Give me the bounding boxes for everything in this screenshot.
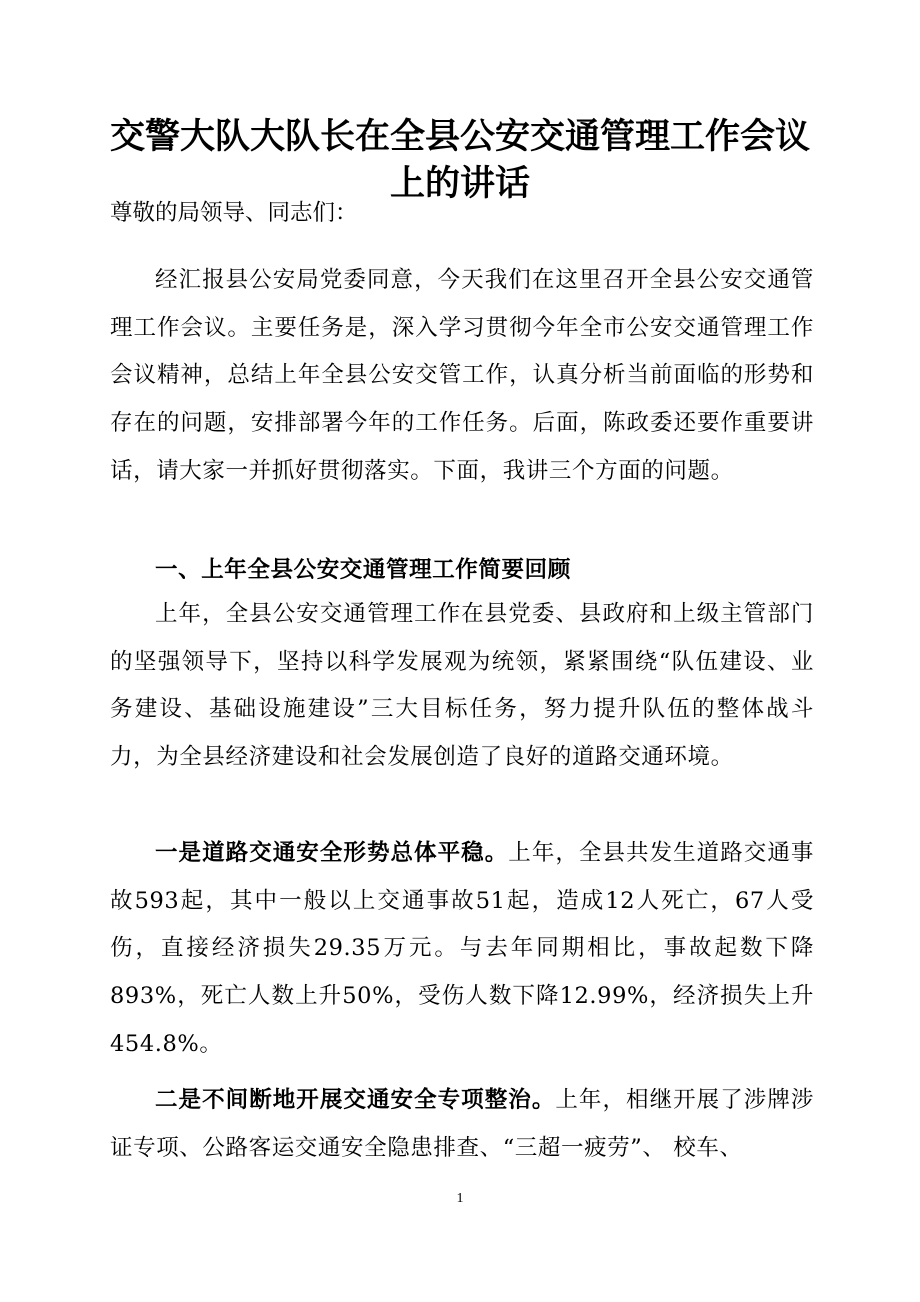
paragraph-traffic-safety xyxy=(110,830,814,1069)
paragraph-body-text: 上年，全县共发生道路交通事故593起，其中一般以上交通事故51起，造成12人死亡，67人受伤，直接经济损失29.35万元。与去年同期相比，事故起数下降893%，死亡人数上升50%，受伤人数下降12.99%，经济损失上升454.8%。 xyxy=(110,840,814,1057)
document-title-line-1: 交警大队大队长在全县公安交通管理工作会议 xyxy=(109,117,810,157)
section-heading-1: 一、上年全县公安交通管理工作简要回顾 xyxy=(155,557,571,583)
paragraph-lead-text: 二是不间断地开展交通安全专项整治。 xyxy=(155,1087,556,1113)
paragraph-lead-text: 一是道路交通安全形势总体平稳。 xyxy=(155,840,509,866)
salutation: 尊敬的局领导、同志们： xyxy=(110,200,358,226)
document-title-line-2: 上的讲话 xyxy=(389,164,530,204)
paragraph-body-text: 上年，相继开展了涉牌涉证专项、公路客运交通安全隐患排查、“三超一疲劳”、 校车、 xyxy=(110,1087,814,1161)
paragraph-intro: 经汇报县公安局党委同意，今天我们在这里召开全县公安交通管理工作会议。主要任务是，深入学习贯彻今年全市公安交通管理工作会议精神，总结上年全县公安交管工作，认真分析当前面临的形势和存在的问题，安排部署今年的工作任务。后面，陈政委还要作重要讲话，请大家一并抓好贯彻落实。下面，我讲三个方面的问题。 xyxy=(110,267,814,484)
paragraph-review: 上年，全县公安交通管理工作在县党委、县政府和上级主管部门的坚强领导下，坚持以科学发展观为统领，紧紧围绕“队伍建设、业务建设、基础设施建设”三大目标任务，努力提升队伍的整体战斗力，为全县经济建设和社会发展创造了良好的道路交通环境。 xyxy=(110,601,814,771)
page-number: 1 xyxy=(456,1191,464,1206)
paragraph-special-rectification xyxy=(110,1077,814,1172)
